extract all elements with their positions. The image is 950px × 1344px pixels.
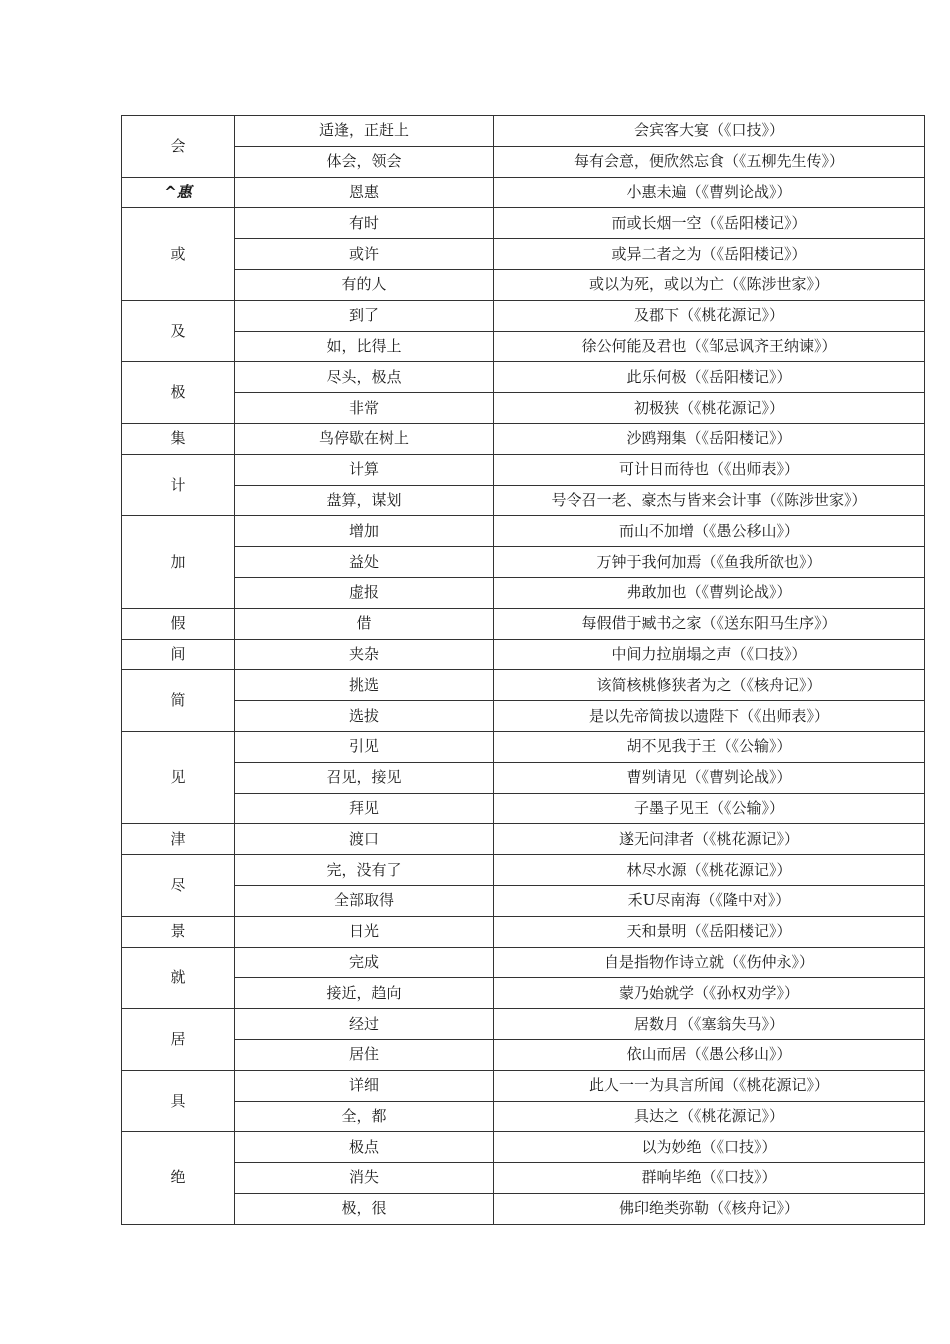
word-cell: 具 [122,1070,235,1132]
word-cell: 绝 [122,1132,235,1224]
table-row [122,824,925,855]
example-cell: 而或长烟一空（《岳阳楼记》） [494,208,925,239]
example-cell: 依山而居（《愚公移山》） [494,1039,925,1070]
meaning-cell: 增加 [235,516,494,547]
meaning-cell: 全，都 [235,1101,494,1132]
example-cell: 以为妙绝（《口技》） [494,1132,925,1163]
example-cell: 弗敢加也（《曹刿论战》） [494,577,925,608]
table-row [122,454,925,485]
word-cell: 间 [122,639,235,670]
word-cell: ^惠 [122,177,235,208]
example-cell: 号令召一老、豪杰与皆来会计事（《陈涉世家》） [494,485,925,516]
example-cell: 是以先帝简拔以遗陛下（《出师表》） [494,701,925,732]
meaning-cell: 接近，趋向 [235,978,494,1009]
meaning-cell: 虚报 [235,577,494,608]
meaning-cell: 有的人 [235,269,494,300]
word-cell: 计 [122,454,235,516]
example-cell: 徐公何能及君也（《邹忌讽齐王纳谏》） [494,331,925,362]
word-cell: 尽 [122,855,235,917]
meaning-cell: 极点 [235,1132,494,1163]
example-cell: 该简核桃修狭者为之（《核舟记》） [494,670,925,701]
table-row [122,762,925,793]
meaning-cell: 居住 [235,1039,494,1070]
meaning-cell: 渡口 [235,824,494,855]
example-cell: 佛印绝类弥勒（《核舟记》） [494,1193,925,1224]
word-cell: 假 [122,608,235,639]
meaning-cell: 日光 [235,916,494,947]
table-row [122,885,925,916]
table-row [122,485,925,516]
table-row [122,177,925,208]
example-cell: 或以为死，或以为亡（《陈涉世家》） [494,269,925,300]
meaning-cell: 鸟停歇在树上 [235,423,494,454]
word-cell: 及 [122,300,235,362]
example-cell: 可计日而待也（《出师表》） [494,454,925,485]
example-cell: 小惠未遍（《曹刿论战》） [494,177,925,208]
example-cell: 而山不加增（《愚公移山》） [494,516,925,547]
table-row [122,1132,925,1163]
example-cell: 会宾客大宴（《口技》） [494,116,925,147]
meaning-cell: 计算 [235,454,494,485]
example-cell: 沙鸥翔集（《岳阳楼记》） [494,423,925,454]
meaning-cell: 极，很 [235,1193,494,1224]
meaning-cell: 引见 [235,731,494,762]
example-cell: 曹刿请见（《曹刿论战》） [494,762,925,793]
example-cell: 天和景明（《岳阳楼记》） [494,916,925,947]
word-cell: 简 [122,670,235,732]
table-row [122,947,925,978]
table-row [122,1039,925,1070]
meaning-cell: 盘算，谋划 [235,485,494,516]
word-cell: 津 [122,824,235,855]
table-row [122,916,925,947]
meaning-cell: 详细 [235,1070,494,1101]
example-cell: 胡不见我于王（《公输》） [494,731,925,762]
meaning-cell: 尽头，极点 [235,362,494,393]
meaning-cell: 全部取得 [235,885,494,916]
example-cell: 禾U尽南海（《隆中对》） [494,885,925,916]
word-cell: 集 [122,423,235,454]
word-cell: 加 [122,516,235,608]
meaning-cell: 消失 [235,1163,494,1194]
table-row [122,1163,925,1194]
table-row [122,239,925,270]
table-row [122,1101,925,1132]
meaning-cell: 恩惠 [235,177,494,208]
example-cell: 居数月（《塞翁失马》） [494,1009,925,1040]
word-cell: 极 [122,362,235,424]
table-row [122,1009,925,1040]
meaning-cell: 非常 [235,393,494,424]
table-row [122,978,925,1009]
meaning-cell: 经过 [235,1009,494,1040]
meaning-cell: 如，比得上 [235,331,494,362]
meaning-cell: 借 [235,608,494,639]
word-cell: 或 [122,208,235,300]
example-cell: 具达之（《桃花源记》） [494,1101,925,1132]
table-row [122,393,925,424]
meaning-cell: 召见，接见 [235,762,494,793]
word-cell: 景 [122,916,235,947]
meaning-cell: 选拔 [235,701,494,732]
meaning-cell: 挑选 [235,670,494,701]
table-row [122,547,925,578]
table-row [122,1070,925,1101]
example-cell: 子墨子见王（《公输》） [494,793,925,824]
word-cell: 会 [122,116,235,178]
example-cell: 此人一一为具言所闻（《桃花源记》） [494,1070,925,1101]
table-row [122,701,925,732]
vocabulary-table [121,115,925,1225]
example-cell: 或异二者之为（《岳阳楼记》） [494,239,925,270]
example-cell: 遂无问津者（《桃花源记》） [494,824,925,855]
table-row [122,670,925,701]
example-cell: 此乐何极（《岳阳楼记》） [494,362,925,393]
example-cell: 及郡下（《桃花源记》） [494,300,925,331]
table-row [122,300,925,331]
example-cell: 每有会意，便欣然忘食（《五柳先生传》） [494,146,925,177]
meaning-cell: 拜见 [235,793,494,824]
table-row [122,208,925,239]
example-cell: 万钟于我何加焉（《鱼我所欲也》） [494,547,925,578]
meaning-cell: 有时 [235,208,494,239]
table-row [122,793,925,824]
table-row [122,1193,925,1224]
table-row [122,731,925,762]
example-cell: 林尽水源（《桃花源记》） [494,855,925,886]
table-row [122,639,925,670]
table-row [122,116,925,147]
word-cell: 见 [122,731,235,823]
table-row [122,362,925,393]
word-cell: 居 [122,1009,235,1071]
table-row [122,608,925,639]
meaning-cell: 完，没有了 [235,855,494,886]
meaning-cell: 夹杂 [235,639,494,670]
table-row [122,331,925,362]
meaning-cell: 适逢，正赶上 [235,116,494,147]
table-row [122,423,925,454]
word-cell: 就 [122,947,235,1009]
meaning-cell: 益处 [235,547,494,578]
example-cell: 蒙乃始就学（《孙权劝学》） [494,978,925,1009]
meaning-cell: 完成 [235,947,494,978]
table-row [122,577,925,608]
meaning-cell: 或许 [235,239,494,270]
example-cell: 初极狭（《桃花源记》） [494,393,925,424]
vocabulary-table-body [122,116,925,1225]
table-row [122,855,925,886]
meaning-cell: 到了 [235,300,494,331]
example-cell: 每假借于臧书之家（《送东阳马生序》） [494,608,925,639]
table-row [122,146,925,177]
example-cell: 自是指物作诗立就（《伤仲永》） [494,947,925,978]
meaning-cell: 体会，领会 [235,146,494,177]
example-cell: 群响毕绝（《口技》） [494,1163,925,1194]
example-cell: 中间力拉崩塌之声（《口技》） [494,639,925,670]
table-row [122,516,925,547]
table-row [122,269,925,300]
